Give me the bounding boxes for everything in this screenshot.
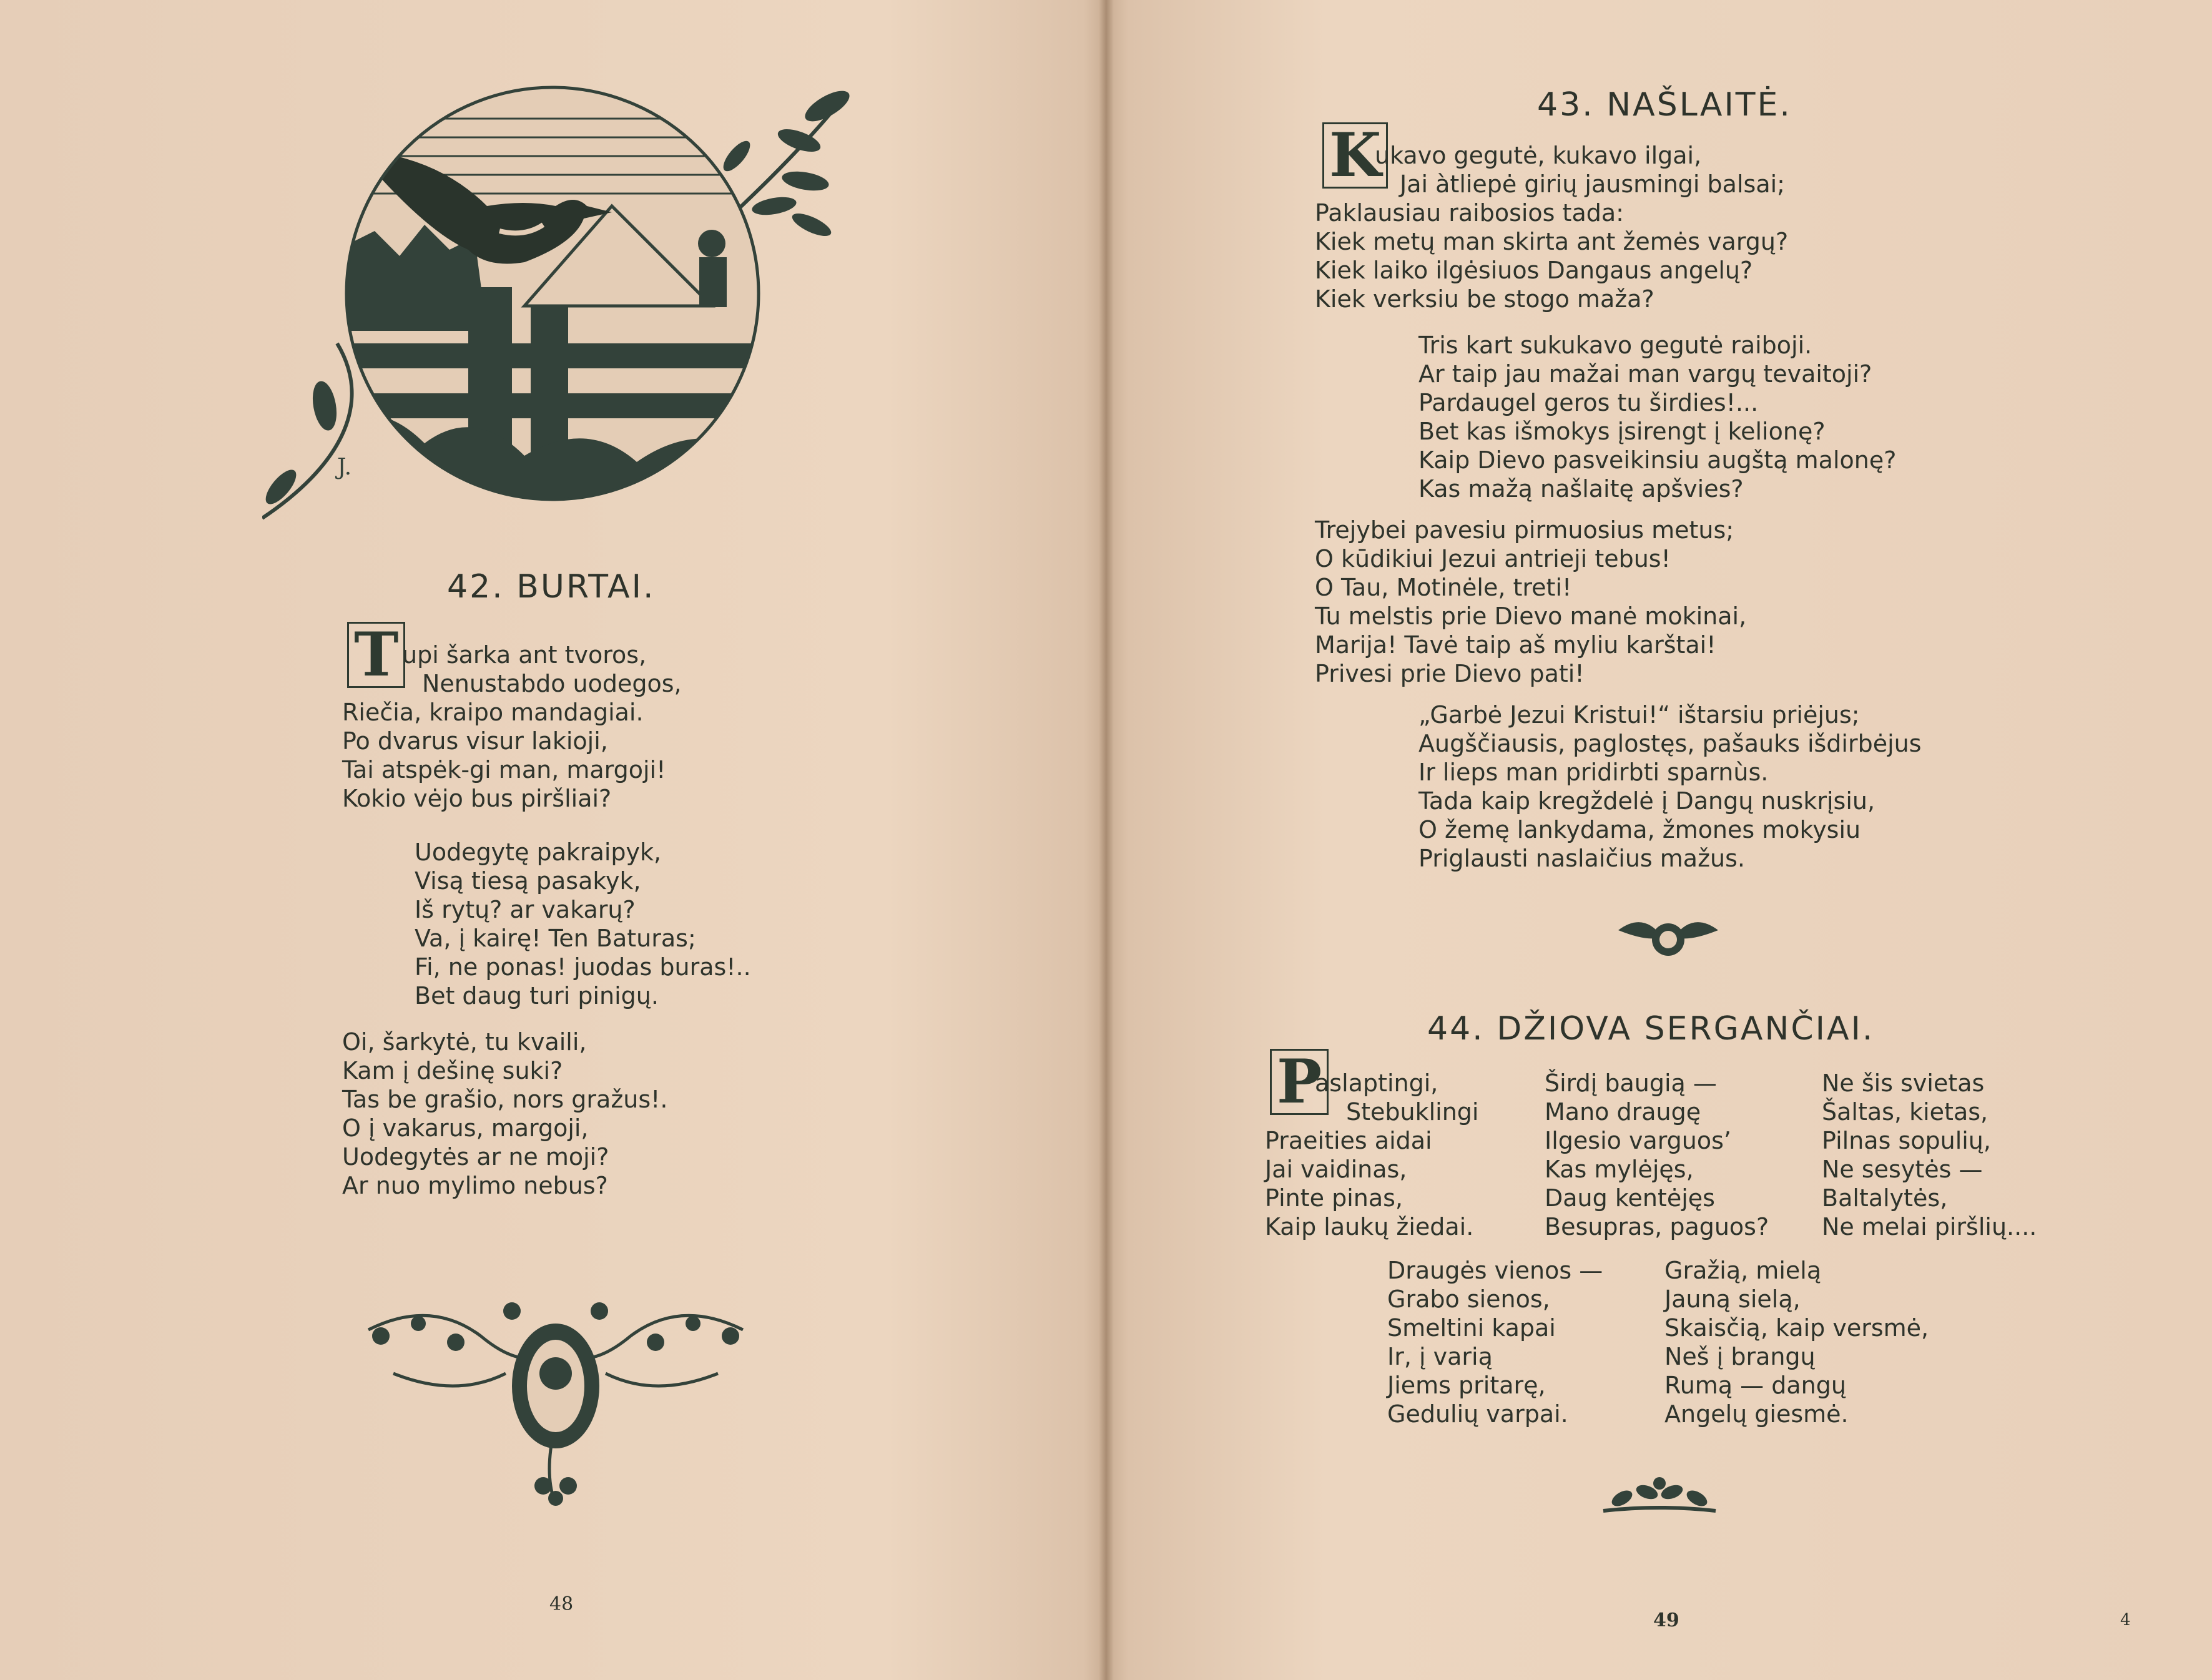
dziova-column-5 <box>1664 1256 1929 1428</box>
verse-line: Jauną sielą, <box>1664 1285 1801 1313</box>
page-number-right: 49 <box>1653 1609 1679 1631</box>
floral-ornament <box>356 1299 755 1511</box>
verse-line: Bet kas išmokys įsirengt į kelionę? <box>1418 418 1826 445</box>
verse-line: Šaltas, kietas, <box>1822 1098 1988 1126</box>
verse-line: Draugės vienos — <box>1387 1257 1603 1284</box>
verse-line: upi šarka ant tvoros, <box>402 641 647 669</box>
verse-line: Ne šis svietas <box>1822 1069 1985 1097</box>
verse-line: aslaptingi, <box>1315 1069 1438 1097</box>
verse-line: Kaip Dievo pasveikinsiu augštą malonę? <box>1418 446 1897 474</box>
verse-line: Ne sesytės — <box>1822 1156 1983 1183</box>
verse-line: Va, į kairę! Ten Baturas; <box>415 925 696 952</box>
verse-line: Baltalytės, <box>1822 1184 1948 1212</box>
verse-line: Augščiausis, paglostęs, pašauks išdirbėjus <box>1418 730 1922 757</box>
drop-cap-t: T <box>347 622 405 688</box>
drop-cap-p: P <box>1270 1049 1329 1115</box>
verse-line: Daug kentėjęs <box>1545 1184 1715 1212</box>
verse-line: Ar nuo mylimo nebus? <box>342 1172 608 1199</box>
verse-line: Kokio vėjo bus piršliai? <box>342 785 612 812</box>
verse-line: Tada kaip kregždelė į Dangų nuskrįsiu, <box>1418 787 1875 815</box>
verse-line: ukavo gegutė, kukavo ilgai, <box>1375 142 1702 169</box>
naslaite-stanza-3 <box>1315 516 1746 688</box>
verse-line: O žemę lankydama, žmones mokysiu <box>1418 816 1861 843</box>
dziova-column-1 <box>1265 1069 1479 1241</box>
right-page <box>1106 0 2212 1680</box>
verse-line: Rumą — dangų <box>1664 1372 1846 1399</box>
verse-line: Oi, šarkytė, tu kvaili, <box>342 1028 587 1056</box>
verse-line: Nenustabdo uodegos, <box>422 670 682 697</box>
illustration-signature: J. <box>337 454 352 480</box>
verse-line: Gedulių varpai. <box>1387 1400 1568 1428</box>
verse-line: Smeltini kapai <box>1387 1314 1556 1342</box>
verse-line: Kas mažą našlaitę apšvies? <box>1418 475 1744 503</box>
leaf-ornament <box>1597 1473 1722 1523</box>
verse-line: Gražią, mielą <box>1664 1257 1822 1284</box>
poem-title-naslaite: 43. NAŠLAITĖ. <box>1537 86 1792 124</box>
verse-line: O kūdikiui Jezui antrieji tebus! <box>1315 545 1671 572</box>
verse-line: „Garbė Jezui Kristui!“ ištarsiu priėjus; <box>1418 701 1860 729</box>
dziova-column-3 <box>1822 1069 2037 1241</box>
verse-line: Tu melstis prie Dievo manė mokinai, <box>1315 602 1747 630</box>
verse-line: Iš rytų? ar vakarų? <box>415 896 636 923</box>
verse-line: Privesi prie Dievo pati! <box>1315 660 1585 687</box>
verse-line: Tai atspėk-gi man, margoji! <box>342 756 666 784</box>
verse-line: Riečia, kraipo mandagiai. <box>342 699 644 726</box>
verse-line: Fi, ne ponas! juodas buras!.. <box>415 953 751 981</box>
verse-line: Jai vaidinas, <box>1265 1156 1407 1183</box>
verse-line: Neš į brangų <box>1664 1343 1816 1370</box>
poem-title-burtai: 42. BURTAI. <box>447 568 656 606</box>
verse-line: Kiek laiko ilgėsiuos Dangaus angelų? <box>1315 257 1753 284</box>
page-number-left: 48 <box>549 1593 574 1615</box>
verse-line: Skaisčią, kaip versmė, <box>1664 1314 1929 1342</box>
verse-line: Stebuklingi <box>1346 1098 1479 1126</box>
verse-line: Kas mylėjęs, <box>1545 1156 1694 1183</box>
verse-line: Ar taip jau mažai man vargų tevaitoji? <box>1418 360 1872 388</box>
verse-line: O į vakarus, margoji, <box>342 1114 589 1142</box>
naslaite-stanza-4 <box>1418 700 1922 873</box>
verse-line: Kiek verksiu be stogo maža? <box>1315 285 1654 313</box>
verse-line: Kiek metų man skirta ant žemės vargų? <box>1315 228 1789 255</box>
burtai-stanza-3 <box>342 1028 667 1200</box>
verse-line: Tas be grašio, nors gražus!. <box>342 1086 668 1113</box>
verse-line: Bet daug turi pinigų. <box>415 982 659 1009</box>
burtai-stanza-2 <box>415 838 751 1010</box>
verse-line: Praeities aidai <box>1265 1127 1432 1154</box>
verse-line: Paklausiau raibosios tada: <box>1315 199 1624 227</box>
verse-line: Kaip laukų žiedai. <box>1265 1213 1474 1240</box>
verse-line: Uodegytės ar ne moji? <box>342 1143 609 1171</box>
verse-line: Jiems pritarę, <box>1387 1372 1546 1399</box>
verse-line: O Tau, Motinėle, treti! <box>1315 574 1572 601</box>
dziova-column-4 <box>1387 1256 1603 1428</box>
verse-line: Širdį baugią — <box>1545 1069 1717 1097</box>
magpie-illustration <box>262 81 855 531</box>
naslaite-stanza-1 <box>1315 141 1788 313</box>
verse-line: Pardaugel geros tu širdies!... <box>1418 389 1759 416</box>
verse-line: Mano draugę <box>1545 1098 1701 1126</box>
verse-line: Visą tiesą pasakyk, <box>415 867 641 895</box>
verse-line: Ilgesio varguos’ <box>1545 1127 1732 1154</box>
verse-line: Priglausti naslaičius mažus. <box>1418 845 1746 872</box>
verse-line: Po dvarus visur lakioji, <box>342 727 608 755</box>
dziova-column-2 <box>1545 1069 1769 1241</box>
verse-line: Ne melai piršlių.... <box>1822 1213 2037 1240</box>
verse-line: Jai àtliepė girių jausmingi balsai; <box>1400 170 1785 198</box>
cherub-ornament <box>1618 911 1718 968</box>
verse-line: Marija! Tavė taip aš myliu karštai! <box>1315 631 1716 659</box>
verse-line: Ir lieps man pridirbti sparnùs. <box>1418 759 1769 786</box>
verse-line: Grabo sienos, <box>1387 1285 1550 1313</box>
poem-title-dziova: 44. DŽIOVA SERGANČIAI. <box>1427 1010 1875 1048</box>
verse-line: Ir, į varią <box>1387 1343 1493 1370</box>
naslaite-stanza-2 <box>1418 331 1896 503</box>
verse-line: Angelų giesmė. <box>1664 1400 1849 1428</box>
verse-line: Kam į dešinę suki? <box>342 1057 563 1084</box>
verse-line: Pinte pinas, <box>1265 1184 1403 1212</box>
burtai-stanza-1 <box>342 641 682 813</box>
verse-line: Besupras, paguos? <box>1545 1213 1769 1240</box>
verse-line: Pilnas sopulių, <box>1822 1127 1991 1154</box>
corner-mark: 4 <box>2120 1611 2131 1629</box>
drop-cap-k: K <box>1322 122 1388 189</box>
verse-line: Tris kart sukukavo gegutė raiboji. <box>1418 332 1812 359</box>
verse-line: Uodegytę pakraipyk, <box>415 838 662 866</box>
verse-line: Trejybei pavesiu pirmuosius metus; <box>1315 516 1734 544</box>
